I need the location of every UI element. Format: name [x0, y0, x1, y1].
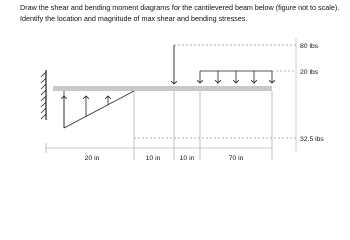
dimension-label-4: 70 in — [228, 155, 244, 162]
dimension-label-2: 10 in — [145, 155, 161, 162]
fixed-wall-support — [41, 70, 46, 120]
problem-statement: Draw the shear and bending moment diagrams for the cantilevered beam below (figure not to scale). Identify the location and magnitude of max shear and bending stresses. — [20, 3, 340, 23]
projection-lines — [134, 91, 272, 160]
distributed-load-label: 20 lbs — [300, 69, 319, 76]
dimension-label-3: 10 in — [179, 155, 195, 162]
dimension-label-1: 20 in — [84, 155, 100, 162]
uniform-distributed-load — [200, 71, 272, 83]
point-load-label: 80 lbs — [300, 43, 319, 50]
triangular-load — [64, 91, 134, 128]
triangular-load-label: 32.5 lbs — [300, 136, 324, 143]
dimension-line — [46, 143, 272, 153]
beam — [53, 86, 272, 91]
